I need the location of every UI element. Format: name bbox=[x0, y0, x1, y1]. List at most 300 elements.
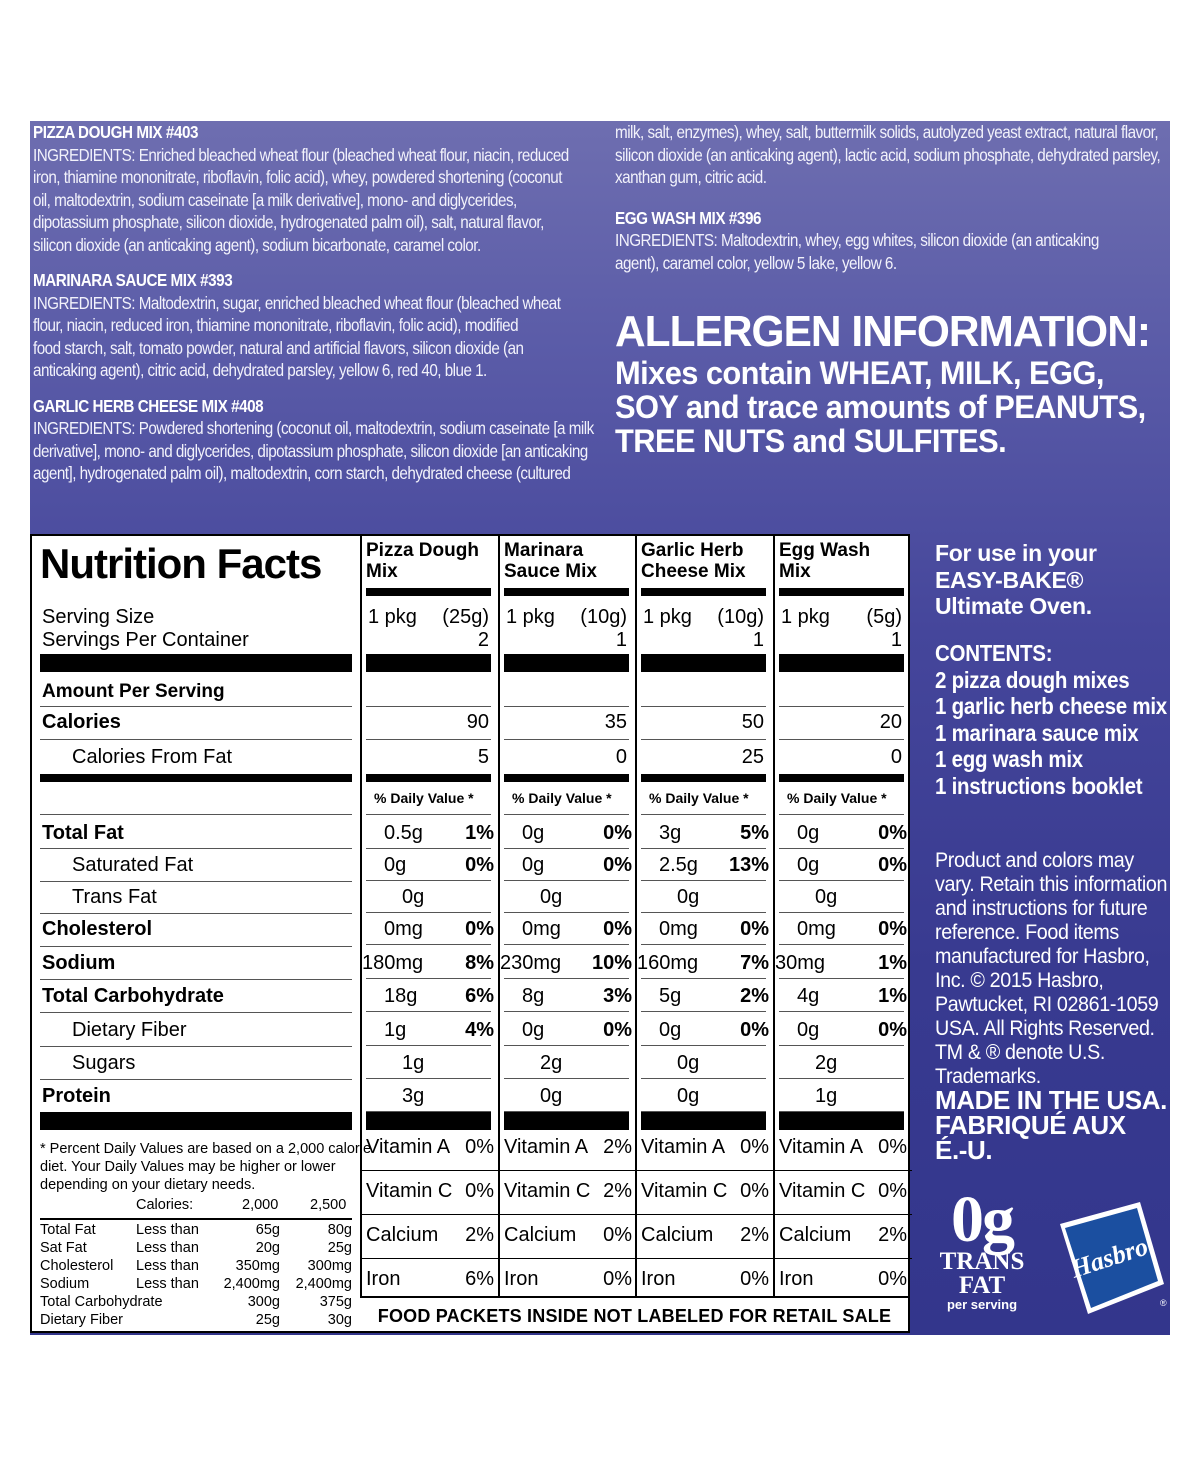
per-serving-text: per serving bbox=[946, 1297, 1018, 1312]
protein-amount: 1g bbox=[815, 1085, 838, 1107]
dietary-fiber-label: Dietary Fiber bbox=[72, 1019, 187, 1041]
vitamin-a-value: 0% bbox=[465, 1136, 494, 1158]
rule bbox=[40, 1218, 352, 1220]
legal-line: Product and colors may bbox=[935, 849, 1134, 872]
footnote-value-2000: 20g bbox=[255, 1240, 280, 1256]
made-line-2: FABRIQUÉ AUX bbox=[935, 1110, 1126, 1140]
sodium-amount: 180mg bbox=[362, 952, 424, 974]
rule bbox=[779, 912, 904, 913]
daily-value-header: % Daily Value * bbox=[649, 790, 749, 806]
ingredient-block bbox=[615, 207, 1099, 275]
retail-notice: FOOD PACKETS INSIDE NOT LABELED FOR RETAIL SALE bbox=[377, 1306, 892, 1326]
sodium-amount: 230mg bbox=[500, 952, 562, 974]
ingredient-line: silicon dioxide (an anticaking agent), lactic acid, sodium phosphate, dehydrated parsley, bbox=[615, 144, 1161, 165]
cholesterol-amount: 0mg bbox=[659, 918, 698, 940]
made-line-1: MADE IN THE USA. bbox=[935, 1085, 1167, 1115]
legal-line: Inc. © 2015 Hasbro, bbox=[935, 969, 1104, 992]
protein-amount: 0g bbox=[677, 1085, 700, 1107]
footnote-value-2500: 300mg bbox=[307, 1258, 352, 1274]
contents-item-5: 1 instructions booklet bbox=[935, 772, 1143, 799]
saturated-fat-amount: 0g bbox=[384, 854, 407, 876]
calcium-label: Calcium bbox=[779, 1224, 852, 1246]
calcium-value: 0% bbox=[603, 1224, 632, 1246]
saturated-fat-daily-value: 0% bbox=[878, 854, 907, 876]
cholesterol-amount: 0mg bbox=[384, 918, 423, 940]
calcium-label: Calcium bbox=[366, 1224, 439, 1246]
servings-value: 1 bbox=[890, 629, 902, 651]
zero-trans-fat-badge bbox=[928, 1183, 1036, 1312]
nutrition-column-3 bbox=[635, 536, 772, 1296]
rule bbox=[500, 1258, 637, 1259]
rule bbox=[779, 739, 904, 740]
use-line-1: For use in your bbox=[935, 540, 1097, 566]
trans-text: TRANS bbox=[939, 1248, 1025, 1275]
cholesterol-daily-value: 0% bbox=[465, 918, 494, 940]
rule bbox=[637, 1214, 774, 1215]
ingredients-right-column bbox=[615, 121, 1161, 287]
rule bbox=[504, 848, 629, 849]
hasbro-logo bbox=[1048, 1198, 1168, 1318]
rule bbox=[504, 1011, 629, 1012]
dietary-fiber-amount: 0g bbox=[797, 1019, 820, 1041]
iron-label: Iron bbox=[779, 1268, 814, 1290]
dietary-fiber-amount: 0g bbox=[659, 1019, 682, 1041]
rule bbox=[504, 978, 629, 979]
protein-label: Protein bbox=[42, 1085, 111, 1107]
use-line-3: Ultimate Oven. bbox=[935, 593, 1092, 619]
calories-from-fat-value: 0 bbox=[890, 746, 902, 768]
rule bbox=[779, 880, 904, 881]
legal-line: USA. All Rights Reserved. bbox=[935, 1017, 1155, 1040]
dietary-fiber-daily-value: 0% bbox=[603, 1019, 632, 1041]
rule bbox=[40, 913, 352, 914]
saturated-fat-amount: 0g bbox=[522, 854, 545, 876]
rule bbox=[366, 1045, 491, 1046]
cholesterol-amount: 0mg bbox=[522, 918, 561, 940]
iron-value: 0% bbox=[740, 1268, 769, 1290]
rule bbox=[504, 1045, 629, 1046]
footnote-calories-2500: 2,500 bbox=[310, 1197, 347, 1213]
ingredient-line: food starch, salt, tomato powder, natural and artificial flavors, silicon dioxide (an bbox=[33, 337, 524, 358]
rule bbox=[362, 1258, 499, 1259]
trans-fat-amount: 0g bbox=[677, 886, 700, 908]
rule bbox=[504, 814, 629, 815]
serving-pkg: 1 pkg bbox=[781, 606, 830, 628]
ingredient-line: iron, thiamine mononitrate, riboflavin, folic acid), whey, powdered shortening (coconut bbox=[33, 167, 562, 187]
rule bbox=[779, 848, 904, 849]
rule bbox=[504, 944, 629, 945]
sodium-daily-value: 8% bbox=[465, 952, 494, 974]
thick-rule bbox=[779, 654, 904, 672]
contents-section bbox=[935, 640, 1167, 799]
ingredient-line: dipotassium phosphate, silicon dioxide, hydrogenated palm oil), salt, natural flavor, bbox=[33, 212, 544, 232]
vitamin-a-label: Vitamin A bbox=[504, 1136, 589, 1158]
ingredient-line: INGREDIENTS: Maltodextrin, sugar, enriched bleached wheat flour (bleached wheat bbox=[33, 292, 561, 313]
rule bbox=[504, 912, 629, 913]
rule bbox=[504, 739, 629, 740]
rule bbox=[779, 706, 904, 707]
ingredient-block bbox=[33, 121, 569, 256]
serving-grams: (10g) bbox=[717, 606, 764, 628]
column-heading bbox=[366, 540, 496, 582]
rule bbox=[366, 739, 491, 740]
rule bbox=[641, 944, 766, 945]
contents-item-2: 1 garlic herb cheese mix bbox=[935, 693, 1167, 719]
total-carbohydrate-daily-value: 3% bbox=[603, 985, 632, 1007]
rule bbox=[779, 1011, 904, 1012]
footnote-limit: Less than bbox=[136, 1276, 199, 1292]
fat-text: FAT bbox=[958, 1272, 1006, 1299]
ingredient-title: PIZZA DOUGH MIX #403 bbox=[33, 122, 199, 142]
total-fat-daily-value: 0% bbox=[603, 822, 632, 844]
daily-value-header: % Daily Value * bbox=[512, 790, 612, 806]
vitamin-c-value: 0% bbox=[740, 1180, 769, 1202]
rule bbox=[779, 588, 904, 596]
column-heading bbox=[641, 540, 771, 582]
iron-label: Iron bbox=[366, 1268, 401, 1290]
total-carbohydrate-label: Total Carbohydrate bbox=[42, 985, 224, 1007]
calories-value: 35 bbox=[604, 711, 627, 733]
footnote-limit: Less than bbox=[136, 1258, 199, 1274]
column-heading-line-1: Garlic Herb bbox=[641, 540, 744, 561]
total-carbohydrate-amount: 5g bbox=[659, 985, 682, 1007]
medium-rule bbox=[641, 774, 766, 782]
medium-rule bbox=[504, 774, 629, 782]
rule bbox=[641, 739, 766, 740]
rule bbox=[366, 848, 491, 849]
vitamin-c-value: 0% bbox=[878, 1180, 907, 1202]
column-heading-line-1: Marinara bbox=[504, 540, 584, 561]
ingredient-line: agent), caramel color, yellow 5 lake, yellow 6. bbox=[615, 252, 897, 273]
serving-grams: (25g) bbox=[442, 606, 489, 628]
serving-grams: (5g) bbox=[866, 606, 902, 628]
serving-pkg: 1 pkg bbox=[368, 606, 417, 628]
hasbro-logo-icon bbox=[1048, 1198, 1168, 1318]
vitamin-c-label: Vitamin C bbox=[779, 1180, 866, 1202]
thick-rule bbox=[40, 1112, 352, 1130]
saturated-fat-daily-value: 0% bbox=[603, 854, 632, 876]
contents-item-3: 1 marinara sauce mix bbox=[935, 719, 1139, 746]
vitamin-c-value: 0% bbox=[465, 1180, 494, 1202]
trans-fat-amount: 0g bbox=[402, 886, 425, 908]
legal-line: Trademarks. bbox=[935, 1065, 1041, 1088]
svg-text:®: ® bbox=[1160, 1298, 1167, 1308]
ingredient-block bbox=[33, 269, 561, 382]
rule bbox=[775, 1214, 912, 1215]
use-line-2: EASY-BAKE® bbox=[935, 566, 1084, 593]
cholesterol-daily-value: 0% bbox=[603, 918, 632, 940]
thick-rule bbox=[779, 1112, 904, 1130]
rule bbox=[641, 588, 766, 596]
allergen-line-2: SOY and trace amounts of PEANUTS, bbox=[615, 389, 1146, 425]
rule bbox=[500, 1214, 637, 1215]
side-info bbox=[935, 540, 1097, 620]
rule bbox=[500, 1170, 637, 1171]
calcium-value: 2% bbox=[740, 1224, 769, 1246]
total-carbohydrate-daily-value: 2% bbox=[740, 985, 769, 1007]
footnote-nutrient: Dietary Fiber bbox=[40, 1312, 123, 1328]
sugars-amount: 0g bbox=[677, 1052, 700, 1074]
column-heading bbox=[779, 540, 909, 582]
trans-fat-amount: 0g bbox=[815, 886, 838, 908]
medium-rule bbox=[779, 774, 904, 782]
cholesterol-daily-value: 0% bbox=[878, 918, 907, 940]
rule bbox=[40, 946, 352, 947]
trans-fat-amount: 0g bbox=[540, 886, 563, 908]
iron-label: Iron bbox=[504, 1268, 539, 1290]
footnote-calories-2000: 2,000 bbox=[242, 1197, 279, 1213]
ingredient-block-continued bbox=[615, 121, 1161, 189]
iron-label: Iron bbox=[641, 1268, 676, 1290]
servings-value: 2 bbox=[477, 629, 489, 651]
rule bbox=[362, 1170, 499, 1171]
rule bbox=[779, 1078, 904, 1079]
ingredient-title: EGG WASH MIX #396 bbox=[615, 207, 762, 228]
total-carbohydrate-amount: 18g bbox=[384, 985, 418, 1007]
total-fat-amount: 0g bbox=[797, 822, 820, 844]
serving-pkg: 1 pkg bbox=[506, 606, 555, 628]
legal-text bbox=[935, 849, 1168, 1089]
saturated-fat-daily-value: 13% bbox=[728, 854, 769, 876]
footnote-calories-label: Calories: bbox=[136, 1197, 194, 1213]
rule bbox=[40, 979, 352, 980]
calories-from-fat-value: 0 bbox=[615, 746, 627, 768]
ingredient-title: MARINARA SAUCE MIX #393 bbox=[33, 270, 233, 290]
rule bbox=[641, 978, 766, 979]
servings-value: 1 bbox=[615, 629, 627, 651]
daily-value-header: % Daily Value * bbox=[374, 790, 474, 806]
contents-title: CONTENTS: bbox=[935, 640, 1053, 666]
footnote-value-2000: 2,400mg bbox=[223, 1276, 280, 1292]
vitamin-a-value: 2% bbox=[603, 1136, 632, 1158]
rule bbox=[775, 1170, 912, 1171]
column-heading-line-1: Pizza Dough bbox=[366, 540, 479, 561]
ingredients-left-column bbox=[33, 121, 594, 498]
total-fat-label: Total Fat bbox=[42, 822, 124, 844]
hasbro-logo-text: Hasbro bbox=[1066, 1231, 1152, 1284]
thick-rule bbox=[366, 1112, 491, 1130]
rule bbox=[641, 880, 766, 881]
footnote-limit: Less than bbox=[136, 1240, 199, 1256]
saturated-fat-amount: 0g bbox=[797, 854, 820, 876]
made-in-usa bbox=[935, 1085, 1167, 1165]
rule bbox=[40, 881, 352, 882]
rule bbox=[366, 706, 491, 707]
cholesterol-amount: 0mg bbox=[797, 918, 836, 940]
sodium-amount: 30mg bbox=[775, 952, 826, 974]
serving-size-label: Serving Size bbox=[42, 606, 155, 628]
vitamin-c-value: 2% bbox=[603, 1180, 632, 1202]
sugars-label: Sugars bbox=[72, 1052, 136, 1074]
rule bbox=[366, 1078, 491, 1079]
thick-rule bbox=[40, 654, 352, 672]
ingredient-line: xanthan gum, citric acid. bbox=[615, 167, 767, 187]
nutrition-facts-title: Nutrition Facts bbox=[40, 540, 322, 587]
rule bbox=[779, 814, 904, 815]
calories-from-fat-value: 25 bbox=[741, 746, 764, 768]
sodium-label: Sodium bbox=[42, 952, 116, 974]
nutrition-facts-panel bbox=[30, 534, 910, 1333]
total-fat-daily-value: 5% bbox=[740, 822, 769, 844]
legal-line: manufactured for Hasbro, bbox=[935, 945, 1150, 968]
ingredient-line: milk, salt, enzymes), whey, salt, buttermilk solids, autolyzed yeast extract, natural flavor, bbox=[615, 122, 1159, 142]
rule bbox=[641, 814, 766, 815]
thick-rule bbox=[504, 654, 629, 672]
rule bbox=[641, 706, 766, 707]
footnote-nutrient: Total Carbohydrate bbox=[40, 1294, 163, 1310]
vitamin-c-label: Vitamin C bbox=[366, 1180, 453, 1202]
rule bbox=[775, 1258, 912, 1259]
vitamin-c-label: Vitamin C bbox=[504, 1180, 591, 1202]
rule bbox=[362, 1214, 499, 1215]
rule bbox=[637, 1258, 774, 1259]
rule bbox=[641, 912, 766, 913]
thick-rule bbox=[504, 1112, 629, 1130]
calcium-label: Calcium bbox=[504, 1224, 577, 1246]
dietary-fiber-daily-value: 0% bbox=[878, 1019, 907, 1041]
footnote-value-2500: 2,400mg bbox=[295, 1276, 352, 1292]
ingredient-line: oil, maltodextrin, sodium caseinate [a milk derivative], mono- and diglycerides, bbox=[33, 189, 517, 210]
legal-line: reference. Food items bbox=[935, 921, 1119, 944]
rule bbox=[40, 1012, 352, 1013]
trans-fat-label: Trans Fat bbox=[72, 886, 157, 908]
total-carbohydrate-daily-value: 6% bbox=[465, 985, 494, 1007]
vitamin-a-label: Vitamin A bbox=[366, 1136, 451, 1158]
rule bbox=[637, 1170, 774, 1171]
calories-from-fat-value: 5 bbox=[477, 746, 489, 768]
serving-pkg: 1 pkg bbox=[643, 606, 692, 628]
total-carbohydrate-daily-value: 1% bbox=[878, 985, 907, 1007]
allergen-heading: ALLERGEN INFORMATION: bbox=[615, 307, 1151, 356]
allergen-line-1: Mixes contain WHEAT, MILK, EGG, bbox=[615, 355, 1104, 391]
dietary-fiber-daily-value: 0% bbox=[740, 1019, 769, 1041]
rule bbox=[366, 1011, 491, 1012]
servings-per-container-label: Servings Per Container bbox=[42, 629, 249, 651]
allergen-line-3: TREE NUTS and SULFITES. bbox=[615, 423, 1007, 459]
vitamin-a-label: Vitamin A bbox=[779, 1136, 864, 1158]
sugars-amount: 2g bbox=[815, 1052, 838, 1074]
cholesterol-daily-value: 0% bbox=[740, 918, 769, 940]
thick-rule bbox=[366, 654, 491, 672]
thick-rule bbox=[641, 1112, 766, 1130]
vitamin-a-label: Vitamin A bbox=[641, 1136, 726, 1158]
footnote-value-2500: 80g bbox=[327, 1222, 352, 1238]
sodium-amount: 160mg bbox=[637, 952, 699, 974]
medium-rule bbox=[366, 774, 491, 782]
total-fat-daily-value: 1% bbox=[465, 822, 494, 844]
sodium-daily-value: 7% bbox=[740, 952, 769, 974]
iron-value: 0% bbox=[603, 1268, 632, 1290]
calories-value: 50 bbox=[741, 711, 764, 733]
vitamin-a-value: 0% bbox=[740, 1136, 769, 1158]
rule bbox=[366, 944, 491, 945]
daily-value-header: % Daily Value * bbox=[787, 790, 887, 806]
total-carbohydrate-amount: 4g bbox=[797, 985, 820, 1007]
sugars-amount: 2g bbox=[540, 1052, 563, 1074]
rule bbox=[40, 848, 352, 849]
rule bbox=[641, 848, 766, 849]
dietary-fiber-amount: 1g bbox=[384, 1019, 407, 1041]
legal-line: TM & ® denote U.S. bbox=[935, 1041, 1105, 1064]
calcium-value: 2% bbox=[878, 1224, 907, 1246]
sodium-daily-value: 1% bbox=[878, 952, 907, 974]
total-fat-amount: 3g bbox=[659, 822, 682, 844]
footnote-value-2000: 350mg bbox=[235, 1258, 280, 1274]
rule bbox=[40, 706, 352, 707]
sugars-amount: 1g bbox=[402, 1052, 425, 1074]
legal-line: vary. Retain this information bbox=[935, 873, 1168, 896]
ingredient-title: GARLIC HERB CHEESE MIX #408 bbox=[33, 395, 264, 416]
rule bbox=[366, 588, 491, 596]
ingredient-line: INGREDIENTS: Enriched bleached wheat flour (bleached wheat flour, niacin, reduced bbox=[33, 144, 569, 165]
saturated-fat-label: Saturated Fat bbox=[72, 854, 194, 876]
rule bbox=[641, 1011, 766, 1012]
calories-value: 20 bbox=[879, 711, 902, 733]
footnote-nutrient: Sat Fat bbox=[40, 1240, 87, 1256]
column-heading-line-2: Cheese Mix bbox=[641, 561, 746, 582]
serving-grams: (10g) bbox=[580, 606, 627, 628]
rule bbox=[641, 1045, 766, 1046]
ingredient-line: agent], hydrogenated palm oil), maltodextrin, corn starch, dehydrated cheese (cultured bbox=[33, 463, 571, 483]
amount-per-serving-label: Amount Per Serving bbox=[42, 681, 225, 702]
calories-from-fat-label: Calories From Fat bbox=[72, 746, 233, 768]
ingredient-line: derivative], mono- and diglycerides, dipotassium phosphate, silicon dioxide [an anticaking bbox=[33, 440, 588, 461]
rule bbox=[779, 944, 904, 945]
footnote-value-2500: 30g bbox=[327, 1312, 352, 1328]
thick-rule bbox=[641, 654, 766, 672]
allergen-information bbox=[615, 307, 1151, 459]
rule bbox=[360, 1296, 908, 1298]
ingredient-line: INGREDIENTS: Maltodextrin, whey, egg whites, silicon dioxide (an anticaking bbox=[615, 230, 1099, 250]
rule bbox=[641, 1078, 766, 1079]
ingredient-line: flour, niacin, reduced iron, thiamine mononitrate, riboflavin, folic acid), modified bbox=[33, 315, 519, 335]
rule bbox=[504, 880, 629, 881]
sodium-daily-value: 10% bbox=[591, 952, 632, 974]
rule bbox=[366, 880, 491, 881]
cholesterol-label: Cholesterol bbox=[42, 918, 153, 940]
rule bbox=[40, 1079, 352, 1080]
column-heading-line-2: Mix bbox=[779, 561, 811, 582]
dietary-fiber-amount: 0g bbox=[522, 1019, 545, 1041]
calcium-value: 2% bbox=[465, 1224, 494, 1246]
footnote-value-2000: 300g bbox=[247, 1294, 280, 1310]
rule bbox=[504, 1078, 629, 1079]
column-heading-line-1: Egg Wash bbox=[779, 540, 871, 561]
column-heading-line-2: Mix bbox=[366, 561, 398, 582]
footnote-nutrient: Sodium bbox=[40, 1276, 90, 1292]
nutrition-column-2 bbox=[498, 536, 635, 1296]
column-heading bbox=[504, 540, 634, 582]
rule bbox=[504, 706, 629, 707]
servings-value: 1 bbox=[752, 629, 764, 651]
protein-amount: 3g bbox=[402, 1085, 425, 1107]
zero-g-text: 0g bbox=[951, 1183, 1013, 1256]
ingredient-block bbox=[33, 395, 594, 485]
legal-line: Pawtucket, RI 02861-1059 bbox=[935, 993, 1159, 1016]
ingredient-line: silicon dioxide (an anticaking agent), sodium bicarbonate, caramel color. bbox=[33, 234, 481, 255]
nutrition-column-1 bbox=[360, 536, 497, 1296]
nutrition-column-4 bbox=[773, 536, 910, 1296]
rule bbox=[779, 1045, 904, 1046]
ingredient-line: INGREDIENTS: Powdered shortening (coconut oil, maltodextrin, sodium caseinate [a milk bbox=[33, 418, 594, 438]
iron-value: 0% bbox=[878, 1268, 907, 1290]
rule bbox=[366, 978, 491, 979]
iron-value: 6% bbox=[465, 1268, 494, 1290]
saturated-fat-daily-value: 0% bbox=[465, 854, 494, 876]
made-line-3: É.-U. bbox=[935, 1135, 993, 1165]
vitamin-a-value: 0% bbox=[878, 1136, 907, 1158]
contents-item-1: 2 pizza dough mixes bbox=[935, 666, 1130, 693]
